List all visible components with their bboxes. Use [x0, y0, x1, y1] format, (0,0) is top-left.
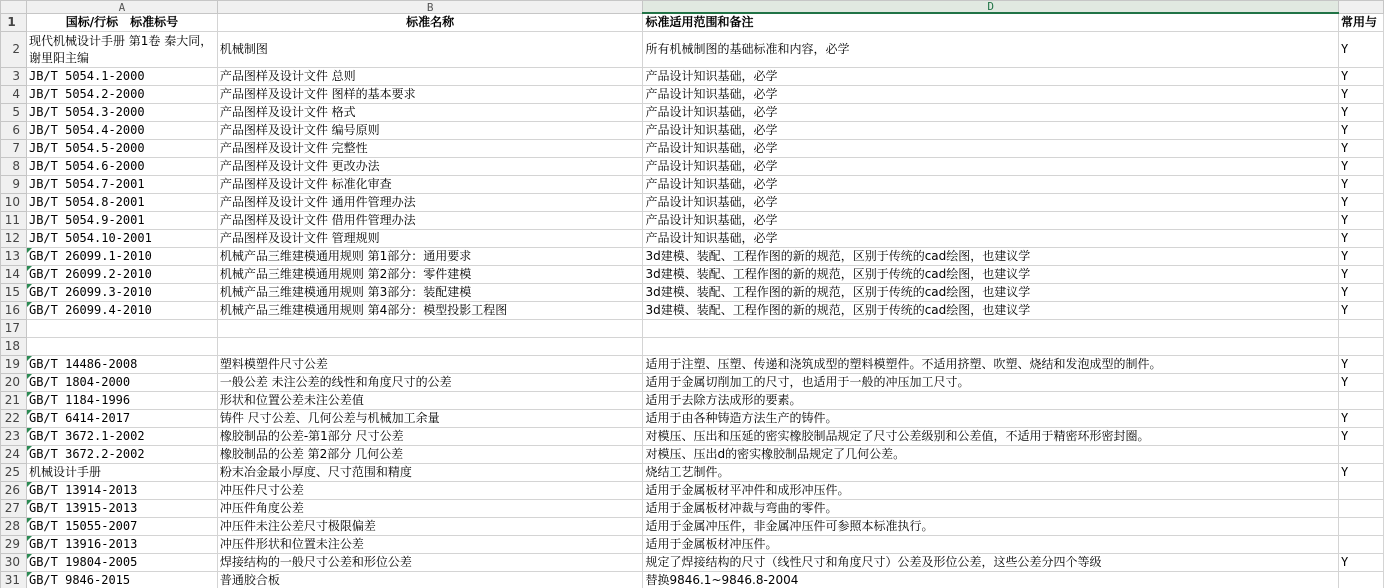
cell-standard-number[interactable]: JB/T 5054.4-2000	[26, 122, 217, 140]
cell-scope-notes[interactable]: 适用于注塑、压塑、传递和浇筑成型的塑料模塑件。不适用挤塑、吹塑、烧结和发泡成型的制件。	[643, 356, 1339, 374]
cell-common-flag[interactable]	[1338, 536, 1383, 554]
table-row	[1, 356, 1384, 374]
cell-scope-notes[interactable]: 适用于由各种铸造方法生产的铸件。	[643, 410, 1339, 428]
cell-standard-name[interactable]: 产品图样及设计文件 更改办法	[217, 158, 643, 176]
cell-standard-number[interactable]: JB/T 5054.1-2000	[26, 68, 217, 86]
cell-common-flag[interactable]: Y	[1338, 86, 1383, 104]
cell-scope-notes[interactable]: 烧结工艺制件。	[643, 464, 1339, 482]
table-row	[1, 122, 1384, 140]
select-all-corner[interactable]	[1, 1, 27, 14]
cell-standard-number[interactable]: GB/T 1804-2000	[26, 374, 217, 392]
cell-standard-number[interactable]	[26, 338, 217, 356]
cell-standard-number[interactable]: JB/T 5054.6-2000	[26, 158, 217, 176]
cell-standard-name[interactable]: 一般公差 未注公差的线性和角度尺寸的公差	[217, 374, 643, 392]
cell-standard-number[interactable]: JB/T 5054.3-2000	[26, 104, 217, 122]
column-header-d[interactable]: D	[643, 1, 1339, 14]
row-number[interactable]: 17	[1, 320, 27, 338]
cell-common-flag[interactable]: Y	[1338, 464, 1383, 482]
cell-standard-number[interactable]: JB/T 5054.2-2000	[26, 86, 217, 104]
cell-scope-notes[interactable]: 适用于金属板材冲压件。	[643, 536, 1339, 554]
cell-scope-notes[interactable]: 3d建模、装配、工程作图的新的规范，区别于传统的cad绘图，也建议学	[643, 284, 1339, 302]
table-row	[1, 482, 1384, 500]
table-row	[1, 446, 1384, 464]
cell-standard-number[interactable]: GB/T 14486-2008	[26, 356, 217, 374]
cell-common-flag[interactable]	[1338, 446, 1383, 464]
table-row	[1, 554, 1384, 572]
cell-common-flag[interactable]	[1338, 482, 1383, 500]
cell-standard-number[interactable]: GB/T 19804-2005	[26, 554, 217, 572]
cell-standard-name[interactable]: 机械产品三维建模通用规则 第4部分：模型投影工程图	[217, 302, 643, 320]
cell-scope-notes[interactable]: 所有机械制图的基础标准和内容，必学	[643, 32, 1339, 68]
row-number[interactable]: 7	[1, 140, 27, 158]
cell-common-flag[interactable]: Y	[1338, 554, 1383, 572]
row-number[interactable]: 2	[1, 32, 27, 68]
cell-scope-notes[interactable]: 适用于金属板材冲裁与弯曲的零件。	[643, 500, 1339, 518]
cell-standard-number[interactable]: GB/T 15055-2007	[26, 518, 217, 536]
cell-common-flag[interactable]: Y	[1338, 428, 1383, 446]
cell-standard-number[interactable]: GB/T 13916-2013	[26, 536, 217, 554]
cell-standard-name[interactable]: 机械产品三维建模通用规则 第2部分：零件建模	[217, 266, 643, 284]
cell-header-e[interactable]: 常用与	[1338, 13, 1383, 32]
row-number[interactable]: 22	[1, 410, 27, 428]
cell-standard-number[interactable]: JB/T 5054.5-2000	[26, 140, 217, 158]
cell-scope-notes[interactable]: 规定了焊接结构的尺寸（线性尺寸和角度尺寸）公差及形位公差，这些公差分四个等级	[643, 554, 1339, 572]
cell-header-b[interactable]: 标准名称	[217, 13, 643, 32]
cell-standard-number[interactable]: 机械设计手册	[26, 464, 217, 482]
cell-scope-notes[interactable]: 适用于金属冲压件，非金属冲压件可参照本标准执行。	[643, 518, 1339, 536]
cell-standard-number[interactable]: GB/T 26099.4-2010	[26, 302, 217, 320]
cell-standard-name[interactable]: 产品图样及设计文件 通用件管理办法	[217, 194, 643, 212]
cell-common-flag[interactable]: Y	[1338, 212, 1383, 230]
cell-standard-name[interactable]: 产品图样及设计文件 总则	[217, 68, 643, 86]
cell-standard-number[interactable]: GB/T 3672.1-2002	[26, 428, 217, 446]
cell-common-flag[interactable]	[1338, 320, 1383, 338]
cell-standard-number[interactable]: GB/T 13915-2013	[26, 500, 217, 518]
row-number[interactable]: 5	[1, 104, 27, 122]
cell-scope-notes[interactable]: 产品设计知识基础，必学	[643, 194, 1339, 212]
row-number[interactable]: 21	[1, 392, 27, 410]
row-number[interactable]: 15	[1, 284, 27, 302]
row-number[interactable]: 20	[1, 374, 27, 392]
row-number[interactable]: 14	[1, 266, 27, 284]
column-header-e[interactable]	[1338, 1, 1383, 14]
cell-scope-notes[interactable]: 适用于金属切削加工的尺寸，也适用于一般的冲压加工尺寸。	[643, 374, 1339, 392]
cell-scope-notes[interactable]: 产品设计知识基础，必学	[643, 176, 1339, 194]
table-row	[1, 374, 1384, 392]
column-header-a[interactable]: A	[26, 1, 217, 14]
cell-standard-number[interactable]: GB/T 26099.1-2010	[26, 248, 217, 266]
cell-scope-notes[interactable]	[643, 320, 1339, 338]
cell-scope-notes[interactable]	[643, 338, 1339, 356]
cell-standard-name[interactable]: 机械产品三维建模通用规则 第3部分：装配建模	[217, 284, 643, 302]
cell-standard-name[interactable]: 产品图样及设计文件 借用件管理办法	[217, 212, 643, 230]
cell-common-flag[interactable]	[1338, 518, 1383, 536]
cell-common-flag[interactable]: Y	[1338, 122, 1383, 140]
row-number[interactable]: 19	[1, 356, 27, 374]
row-number[interactable]: 28	[1, 518, 27, 536]
row-number[interactable]: 29	[1, 536, 27, 554]
row-number[interactable]: 25	[1, 464, 27, 482]
cell-standard-name[interactable]: 产品图样及设计文件 标准化审查	[217, 176, 643, 194]
cell-standard-name[interactable]: 机械产品三维建模通用规则 第1部分：通用要求	[217, 248, 643, 266]
cell-header-a[interactable]: 国标/行标 标准标号	[26, 13, 217, 32]
row-number[interactable]: 30	[1, 554, 27, 572]
table-row	[1, 266, 1384, 284]
cell-standard-number[interactable]: JB/T 5054.9-2001	[26, 212, 217, 230]
cell-standard-name[interactable]: 产品图样及设计文件 图样的基本要求	[217, 86, 643, 104]
cell-standard-name[interactable]: 焊接结构的一般尺寸公差和形位公差	[217, 554, 643, 572]
row-number[interactable]: 6	[1, 122, 27, 140]
table-row	[1, 338, 1384, 356]
table-row	[1, 176, 1384, 194]
table-row	[1, 68, 1384, 86]
cell-common-flag[interactable]: Y	[1338, 248, 1383, 266]
cell-standard-name[interactable]: 橡胶制品的公差 第2部分 几何公差	[217, 446, 643, 464]
cell-common-flag[interactable]: Y	[1338, 356, 1383, 374]
cell-header-d[interactable]: 标准适用范围和备注	[643, 13, 1339, 32]
cell-common-flag[interactable]	[1338, 572, 1383, 588]
cell-scope-notes[interactable]: 产品设计知识基础，必学	[643, 122, 1339, 140]
cell-common-flag[interactable]: Y	[1338, 284, 1383, 302]
table-row	[1, 392, 1384, 410]
table-row	[1, 320, 1384, 338]
cell-common-flag[interactable]	[1338, 392, 1383, 410]
table-row	[1, 284, 1384, 302]
cell-scope-notes[interactable]: 产品设计知识基础，必学	[643, 86, 1339, 104]
table-row	[1, 248, 1384, 266]
cell-standard-name[interactable]: 铸件 尺寸公差、几何公差与机械加工余量	[217, 410, 643, 428]
column-header-b[interactable]: B	[217, 1, 643, 14]
cell-standard-name[interactable]: 产品图样及设计文件 完整性	[217, 140, 643, 158]
cell-common-flag[interactable]	[1338, 500, 1383, 518]
cell-standard-number[interactable]: JB/T 5054.10-2001	[26, 230, 217, 248]
row-number[interactable]: 8	[1, 158, 27, 176]
cell-common-flag[interactable]: Y	[1338, 374, 1383, 392]
table-row	[1, 572, 1384, 588]
table-header-row	[1, 13, 1384, 32]
cell-standard-number[interactable]: GB/T 26099.3-2010	[26, 284, 217, 302]
table-row	[1, 212, 1384, 230]
table-row	[1, 500, 1384, 518]
cell-standard-name[interactable]: 冲压件未注公差尺寸极限偏差	[217, 518, 643, 536]
cell-common-flag[interactable]: Y	[1338, 32, 1383, 68]
cell-standard-name[interactable]: 产品图样及设计文件 管理规则	[217, 230, 643, 248]
row-number[interactable]: 13	[1, 248, 27, 266]
row-number[interactable]: 18	[1, 338, 27, 356]
table-row	[1, 158, 1384, 176]
cell-scope-notes[interactable]: 产品设计知识基础，必学	[643, 140, 1339, 158]
row-number[interactable]: 11	[1, 212, 27, 230]
cell-common-flag[interactable]: Y	[1338, 68, 1383, 86]
cell-standard-number[interactable]: GB/T 3672.2-2002	[26, 446, 217, 464]
cell-standard-name[interactable]: 形状和位置公差未注公差值	[217, 392, 643, 410]
table-row	[1, 32, 1384, 68]
cell-common-flag[interactable]	[1338, 338, 1383, 356]
table-row	[1, 230, 1384, 248]
row-number[interactable]: 26	[1, 482, 27, 500]
cell-common-flag[interactable]: Y	[1338, 104, 1383, 122]
cell-standard-number[interactable]: JB/T 5054.7-2001	[26, 176, 217, 194]
cell-standard-number[interactable]: GB/T 13914-2013	[26, 482, 217, 500]
cell-scope-notes[interactable]: 产品设计知识基础，必学	[643, 230, 1339, 248]
cell-standard-name[interactable]	[217, 320, 643, 338]
row-number[interactable]: 12	[1, 230, 27, 248]
cell-standard-name[interactable]: 橡胶制品的公差-第1部分 尺寸公差	[217, 428, 643, 446]
cell-scope-notes[interactable]: 产品设计知识基础，必学	[643, 158, 1339, 176]
row-number[interactable]: 3	[1, 68, 27, 86]
cell-common-flag[interactable]: Y	[1338, 158, 1383, 176]
row-number[interactable]: 1	[1, 13, 27, 32]
table-row	[1, 302, 1384, 320]
cell-scope-notes[interactable]: 3d建模、装配、工程作图的新的规范，区别于传统的cad绘图，也建议学	[643, 302, 1339, 320]
cell-common-flag[interactable]: Y	[1338, 266, 1383, 284]
cell-standard-number[interactable]	[26, 320, 217, 338]
cell-scope-notes[interactable]: 对模压、压出和压延的密实橡胶制品规定了尺寸公差级别和公差值，不适用于精密环形密封圈。	[643, 428, 1339, 446]
column-header-bar	[1, 1, 1384, 14]
cell-common-flag[interactable]: Y	[1338, 176, 1383, 194]
cell-standard-number[interactable]: GB/T 1184-1996	[26, 392, 217, 410]
cell-common-flag[interactable]: Y	[1338, 194, 1383, 212]
cell-common-flag[interactable]: Y	[1338, 140, 1383, 158]
cell-scope-notes[interactable]: 替换9846.1~9846.8-2004	[643, 572, 1339, 588]
cell-scope-notes[interactable]: 适用于去除方法成形的要素。	[643, 392, 1339, 410]
row-number[interactable]: 31	[1, 572, 27, 588]
cell-standard-name[interactable]	[217, 338, 643, 356]
cell-standard-name[interactable]: 塑料模塑件尺寸公差	[217, 356, 643, 374]
cell-standard-number[interactable]: GB/T 26099.2-2010	[26, 266, 217, 284]
cell-standard-name[interactable]: 产品图样及设计文件 格式	[217, 104, 643, 122]
cell-standard-name[interactable]: 机械制图	[217, 32, 643, 68]
cell-standard-number[interactable]: JB/T 5054.8-2001	[26, 194, 217, 212]
cell-scope-notes[interactable]: 产品设计知识基础，必学	[643, 68, 1339, 86]
row-number[interactable]: 23	[1, 428, 27, 446]
row-number[interactable]: 4	[1, 86, 27, 104]
cell-scope-notes[interactable]: 产品设计知识基础，必学	[643, 104, 1339, 122]
table-row	[1, 194, 1384, 212]
cell-scope-notes[interactable]: 对模压、压出d的密实橡胶制品规定了几何公差。	[643, 446, 1339, 464]
cell-scope-notes[interactable]: 适用于金属板材平冲件和成形冲压件。	[643, 482, 1339, 500]
cell-standard-name[interactable]: 普通胶合板	[217, 572, 643, 588]
table-row	[1, 464, 1384, 482]
cell-scope-notes[interactable]: 3d建模、装配、工程作图的新的规范，区别于传统的cad绘图，也建议学	[643, 266, 1339, 284]
cell-common-flag[interactable]: Y	[1338, 410, 1383, 428]
cell-scope-notes[interactable]: 产品设计知识基础，必学	[643, 212, 1339, 230]
table-row	[1, 518, 1384, 536]
cell-scope-notes[interactable]: 3d建模、装配、工程作图的新的规范，区别于传统的cad绘图，也建议学	[643, 248, 1339, 266]
table-row	[1, 410, 1384, 428]
table-row	[1, 86, 1384, 104]
cell-standard-name[interactable]: 冲压件尺寸公差	[217, 482, 643, 500]
table-row	[1, 428, 1384, 446]
row-number[interactable]: 9	[1, 176, 27, 194]
table-row	[1, 536, 1384, 554]
row-number[interactable]: 27	[1, 500, 27, 518]
cell-common-flag[interactable]: Y	[1338, 230, 1383, 248]
cell-common-flag[interactable]: Y	[1338, 302, 1383, 320]
row-number[interactable]: 24	[1, 446, 27, 464]
cell-standard-name[interactable]: 粉末冶金最小厚度、尺寸范围和精度	[217, 464, 643, 482]
table-row	[1, 140, 1384, 158]
row-number[interactable]: 16	[1, 302, 27, 320]
cell-standard-number[interactable]: 现代机械设计手册 第1卷 秦大同，谢里阳主编	[26, 32, 217, 68]
cell-standard-name[interactable]: 冲压件形状和位置未注公差	[217, 536, 643, 554]
cell-standard-name[interactable]: 产品图样及设计文件 编号原则	[217, 122, 643, 140]
table-row	[1, 104, 1384, 122]
cell-standard-number[interactable]: GB/T 9846-2015	[26, 572, 217, 588]
cell-standard-number[interactable]: GB/T 6414-2017	[26, 410, 217, 428]
row-number[interactable]: 10	[1, 194, 27, 212]
cell-standard-name[interactable]: 冲压件角度公差	[217, 500, 643, 518]
